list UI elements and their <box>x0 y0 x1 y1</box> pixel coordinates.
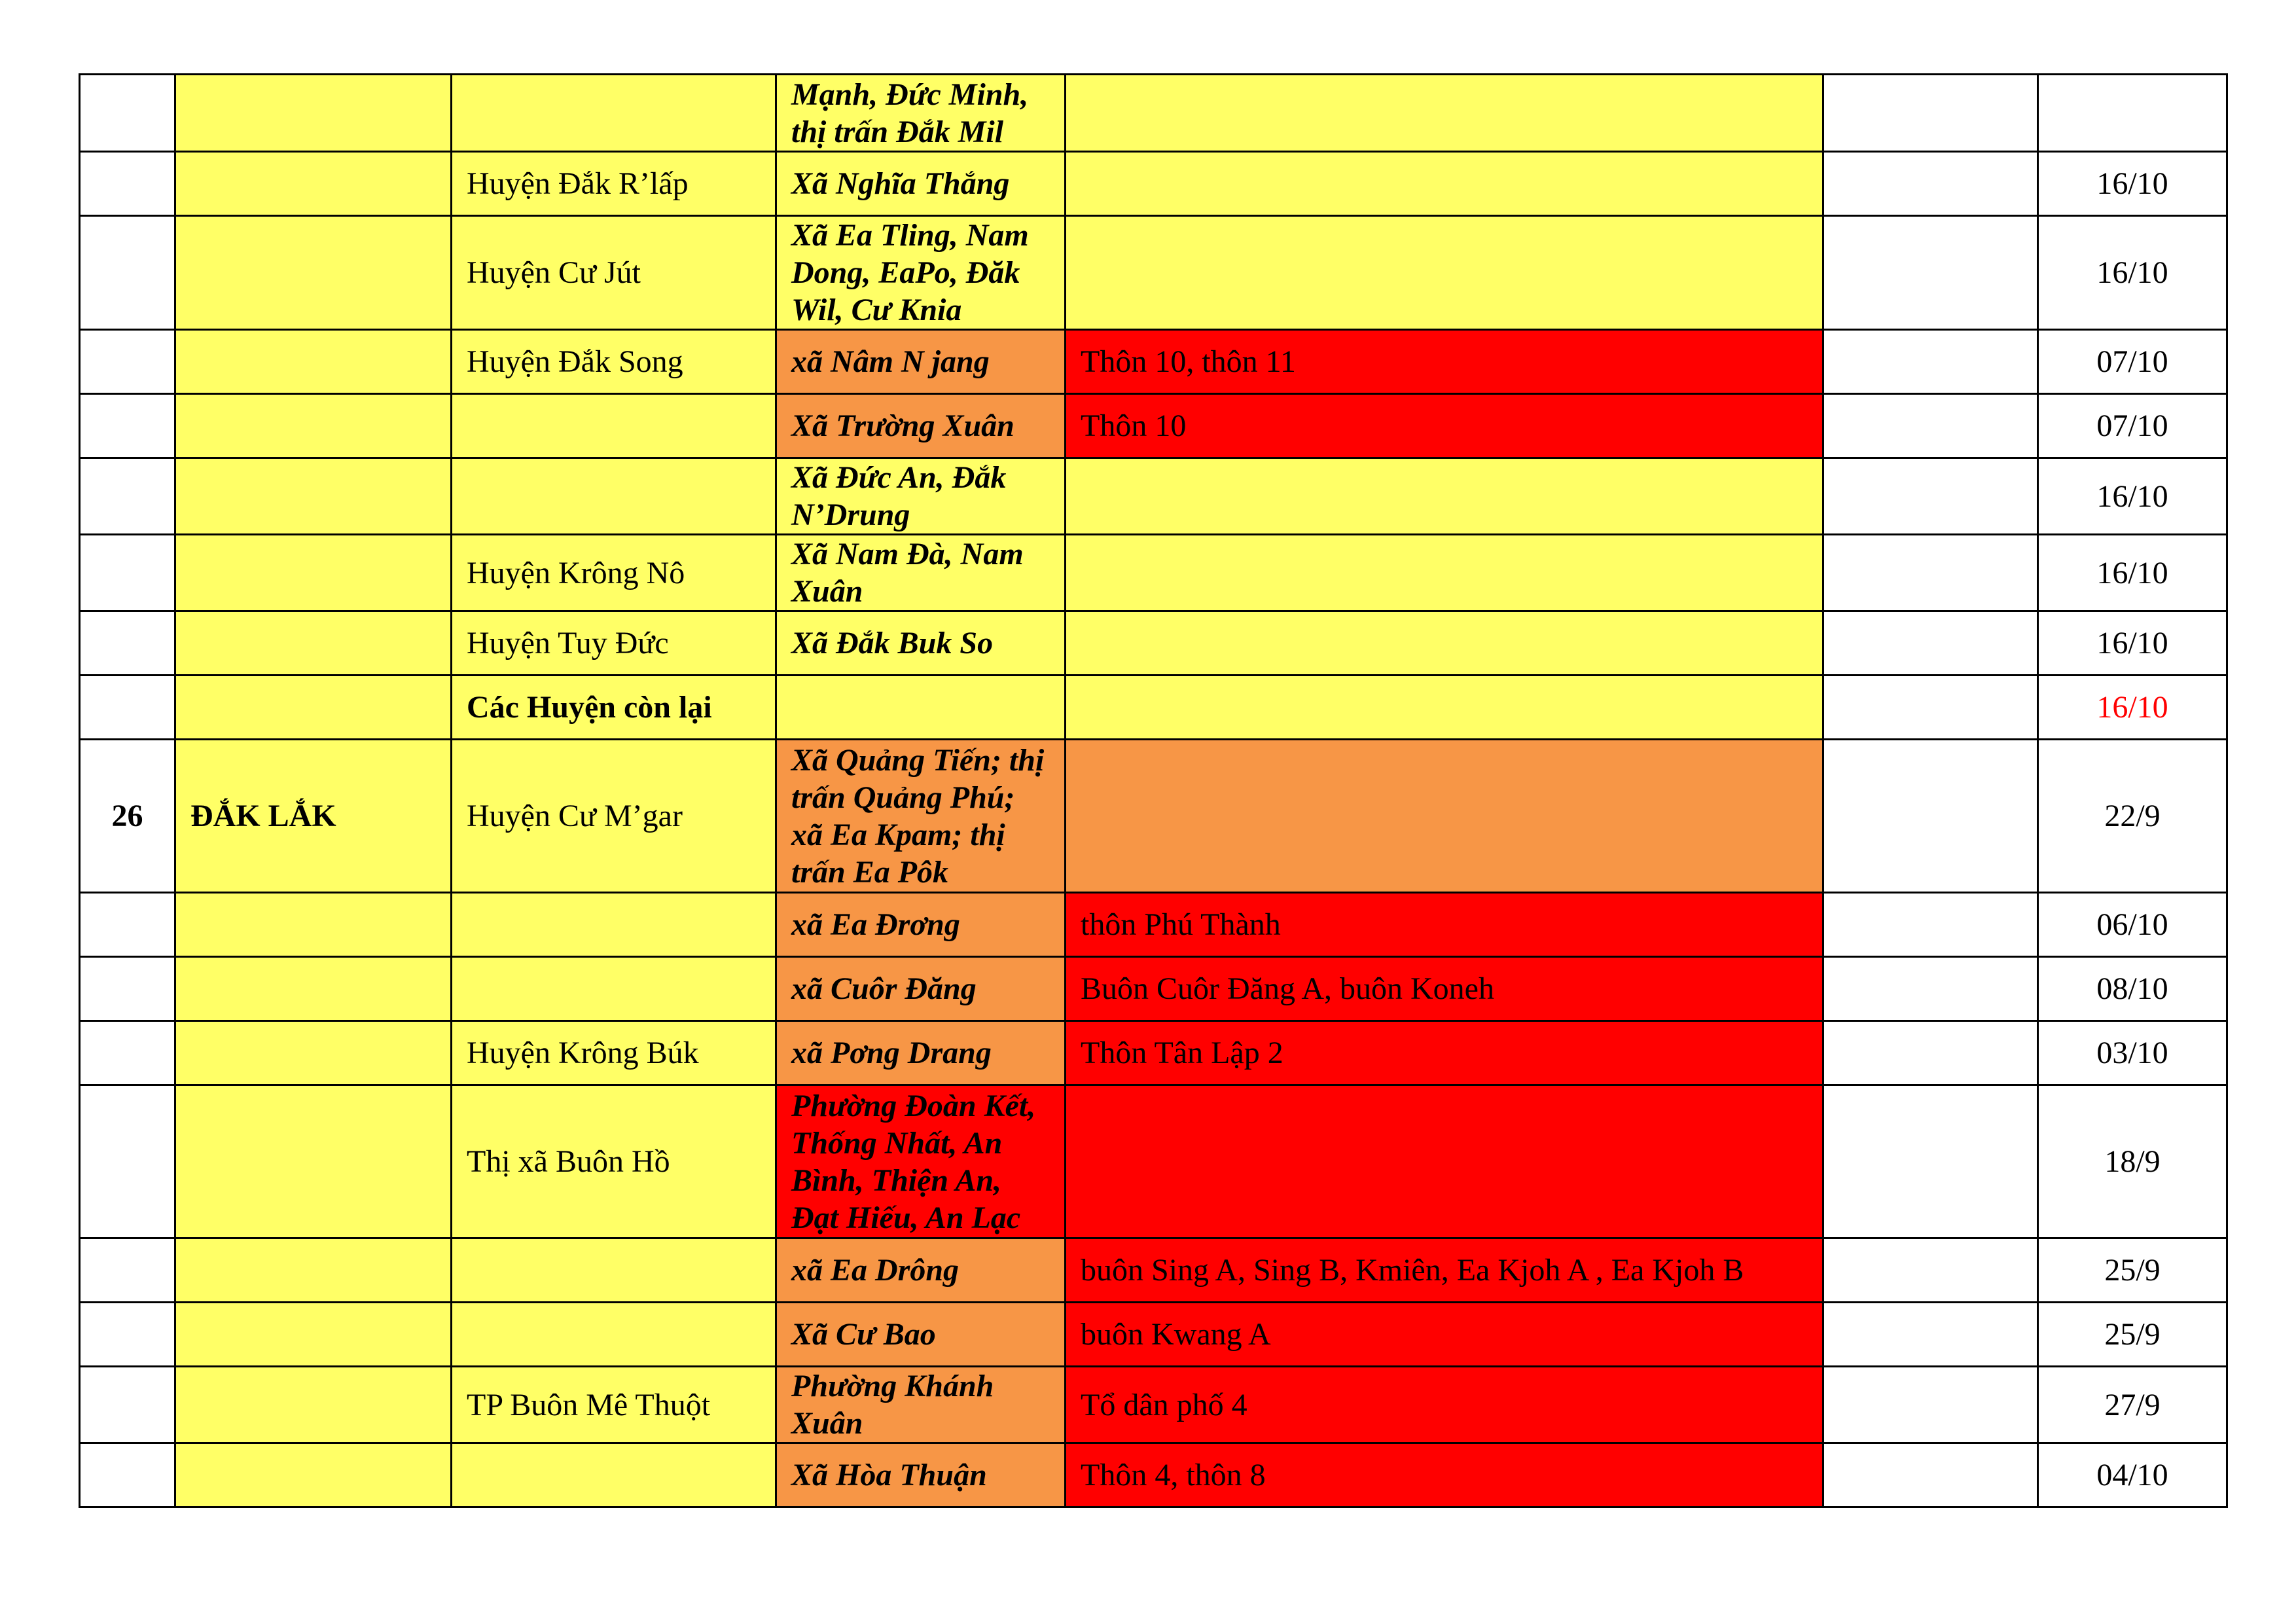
stt-cell <box>80 75 175 152</box>
detail-cell <box>1066 458 1823 535</box>
detail-cell: buôn Kwang A <box>1066 1303 1823 1367</box>
detail-cell <box>1066 611 1823 676</box>
table-row <box>80 458 2227 535</box>
commune-cell: Xã Quảng Tiến; thị trấn Quảng Phú; xã Ea Kpam; thị trấn Ea Pôk <box>776 740 1066 893</box>
commune-cell: Xã Trường Xuân <box>776 394 1066 458</box>
table-row <box>80 216 2227 330</box>
stt-cell <box>80 1085 175 1238</box>
detail-cell: Thôn 4, thôn 8 <box>1066 1443 1823 1507</box>
table-row <box>80 1238 2227 1303</box>
date-cell: 07/10 <box>2038 394 2227 458</box>
stt-cell <box>80 1303 175 1367</box>
district-cell <box>452 1303 776 1367</box>
province-cell: ĐẮK LẮK <box>175 740 452 893</box>
extra-cell <box>1823 957 2038 1021</box>
province-cell <box>175 957 452 1021</box>
detail-cell <box>1066 152 1823 216</box>
commune-cell: Phường Khánh Xuân <box>776 1367 1066 1443</box>
district-cell <box>452 75 776 152</box>
commune-cell: Mạnh, Đức Minh, thị trấn Đắk Mil <box>776 75 1066 152</box>
date-cell: 16/10 <box>2038 458 2227 535</box>
district-cell: TP Buôn Mê Thuột <box>452 1367 776 1443</box>
date-cell: 16/10 <box>2038 676 2227 740</box>
extra-cell <box>1823 1238 2038 1303</box>
extra-cell <box>1823 1303 2038 1367</box>
district-cell <box>452 394 776 458</box>
province-cell <box>175 1238 452 1303</box>
province-cell <box>175 1367 452 1443</box>
province-cell <box>175 330 452 394</box>
stt-cell <box>80 216 175 330</box>
extra-cell <box>1823 1367 2038 1443</box>
stt-cell <box>80 535 175 611</box>
table-row <box>80 1303 2227 1367</box>
stt-cell <box>80 394 175 458</box>
province-cell <box>175 1085 452 1238</box>
date-cell: 27/9 <box>2038 1367 2227 1443</box>
extra-cell <box>1823 893 2038 957</box>
table-row <box>80 957 2227 1021</box>
district-cell <box>452 458 776 535</box>
commune-cell <box>776 676 1066 740</box>
commune-cell: Xã Cư Bao <box>776 1303 1066 1367</box>
stt-cell <box>80 1021 175 1085</box>
district-cell <box>452 957 776 1021</box>
stt-cell <box>80 152 175 216</box>
date-cell: 08/10 <box>2038 957 2227 1021</box>
province-cell <box>175 152 452 216</box>
province-cell <box>175 1303 452 1367</box>
extra-cell <box>1823 330 2038 394</box>
detail-cell: Tổ dân phố 4 <box>1066 1367 1823 1443</box>
province-cell <box>175 216 452 330</box>
commune-cell: xã Nâm N jang <box>776 330 1066 394</box>
extra-cell <box>1823 458 2038 535</box>
province-cell <box>175 394 452 458</box>
province-cell <box>175 893 452 957</box>
commune-cell: Xã Ea Tling, Nam Dong, EaPo, Đăk Wil, Cư Knia <box>776 216 1066 330</box>
date-cell: 07/10 <box>2038 330 2227 394</box>
district-cell <box>452 1443 776 1507</box>
district-cell: Huyện Tuy Đức <box>452 611 776 676</box>
commune-cell: xã Ea Đrơng <box>776 893 1066 957</box>
extra-cell <box>1823 740 2038 893</box>
stt-cell <box>80 893 175 957</box>
province-cell <box>175 1021 452 1085</box>
extra-cell <box>1823 394 2038 458</box>
table-row <box>80 394 2227 458</box>
date-cell: 16/10 <box>2038 216 2227 330</box>
district-cell: Thị xã Buôn Hồ <box>452 1085 776 1238</box>
date-cell: 16/10 <box>2038 611 2227 676</box>
commune-cell: Xã Đắk Buk So <box>776 611 1066 676</box>
district-cell: Huyện Đắk Song <box>452 330 776 394</box>
table-row <box>80 1367 2227 1443</box>
extra-cell <box>1823 676 2038 740</box>
district-cell: Huyện Đắk R’lấp <box>452 152 776 216</box>
district-cell: Huyện Krông Nô <box>452 535 776 611</box>
stt-cell <box>80 330 175 394</box>
table-row <box>80 611 2227 676</box>
detail-cell: buôn Sing A, Sing B, Kmiên, Ea Kjoh A , Ea Kjoh B <box>1066 1238 1823 1303</box>
detail-cell <box>1066 75 1823 152</box>
date-cell: 16/10 <box>2038 152 2227 216</box>
commune-cell: Xã Nam Đà, Nam Xuân <box>776 535 1066 611</box>
detail-cell: Thôn Tân Lập 2 <box>1066 1021 1823 1085</box>
commune-cell: xã Pơng Drang <box>776 1021 1066 1085</box>
commune-cell: xã Ea Drông <box>776 1238 1066 1303</box>
date-cell: 18/9 <box>2038 1085 2227 1238</box>
extra-cell <box>1823 1085 2038 1238</box>
outbreak-table <box>79 73 2228 1508</box>
commune-cell: Xã Đức An, Đắk N’Drung <box>776 458 1066 535</box>
stt-cell <box>80 458 175 535</box>
extra-cell <box>1823 535 2038 611</box>
extra-cell <box>1823 1443 2038 1507</box>
district-cell: Các Huyện còn lại <box>452 676 776 740</box>
detail-cell <box>1066 740 1823 893</box>
stt-cell <box>80 957 175 1021</box>
district-cell: Huyện Cư M’gar <box>452 740 776 893</box>
table-row <box>80 676 2227 740</box>
district-cell: Huyện Cư Jút <box>452 216 776 330</box>
table-row <box>80 1443 2227 1507</box>
province-cell <box>175 1443 452 1507</box>
table-row <box>80 1085 2227 1238</box>
date-cell: 25/9 <box>2038 1303 2227 1367</box>
detail-cell: Buôn Cuôr Đăng A, buôn Koneh <box>1066 957 1823 1021</box>
stt-cell <box>80 1238 175 1303</box>
detail-cell: Thôn 10 <box>1066 394 1823 458</box>
table-body <box>80 75 2227 1507</box>
detail-cell <box>1066 535 1823 611</box>
stt-cell <box>80 611 175 676</box>
commune-cell: Xã Nghĩa Thắng <box>776 152 1066 216</box>
stt-cell: 26 <box>80 740 175 893</box>
table-row <box>80 893 2227 957</box>
district-cell <box>452 1238 776 1303</box>
commune-cell: xã Cuôr Đăng <box>776 957 1066 1021</box>
stt-cell <box>80 1367 175 1443</box>
date-cell <box>2038 75 2227 152</box>
district-cell <box>452 893 776 957</box>
table-row <box>80 75 2227 152</box>
detail-cell: Thôn 10, thôn 11 <box>1066 330 1823 394</box>
date-cell: 03/10 <box>2038 1021 2227 1085</box>
detail-cell <box>1066 1085 1823 1238</box>
date-cell: 16/10 <box>2038 535 2227 611</box>
detail-cell: thôn Phú Thành <box>1066 893 1823 957</box>
date-cell: 25/9 <box>2038 1238 2227 1303</box>
stt-cell <box>80 676 175 740</box>
province-cell <box>175 676 452 740</box>
province-cell <box>175 458 452 535</box>
table-row <box>80 740 2227 893</box>
extra-cell <box>1823 1021 2038 1085</box>
date-cell: 04/10 <box>2038 1443 2227 1507</box>
district-cell: Huyện Krông Búk <box>452 1021 776 1085</box>
table-row <box>80 1021 2227 1085</box>
stt-cell <box>80 1443 175 1507</box>
table-row <box>80 535 2227 611</box>
extra-cell <box>1823 216 2038 330</box>
province-cell <box>175 535 452 611</box>
extra-cell <box>1823 75 2038 152</box>
commune-cell: Phường Đoàn Kết, Thống Nhất, An Bình, Thiện An, Đạt Hiếu, An Lạc <box>776 1085 1066 1238</box>
detail-cell <box>1066 216 1823 330</box>
detail-cell <box>1066 676 1823 740</box>
date-cell: 06/10 <box>2038 893 2227 957</box>
extra-cell <box>1823 611 2038 676</box>
table-row <box>80 152 2227 216</box>
date-cell: 22/9 <box>2038 740 2227 893</box>
province-cell <box>175 611 452 676</box>
commune-cell: Xã Hòa Thuận <box>776 1443 1066 1507</box>
table-row <box>80 330 2227 394</box>
extra-cell <box>1823 152 2038 216</box>
province-cell <box>175 75 452 152</box>
